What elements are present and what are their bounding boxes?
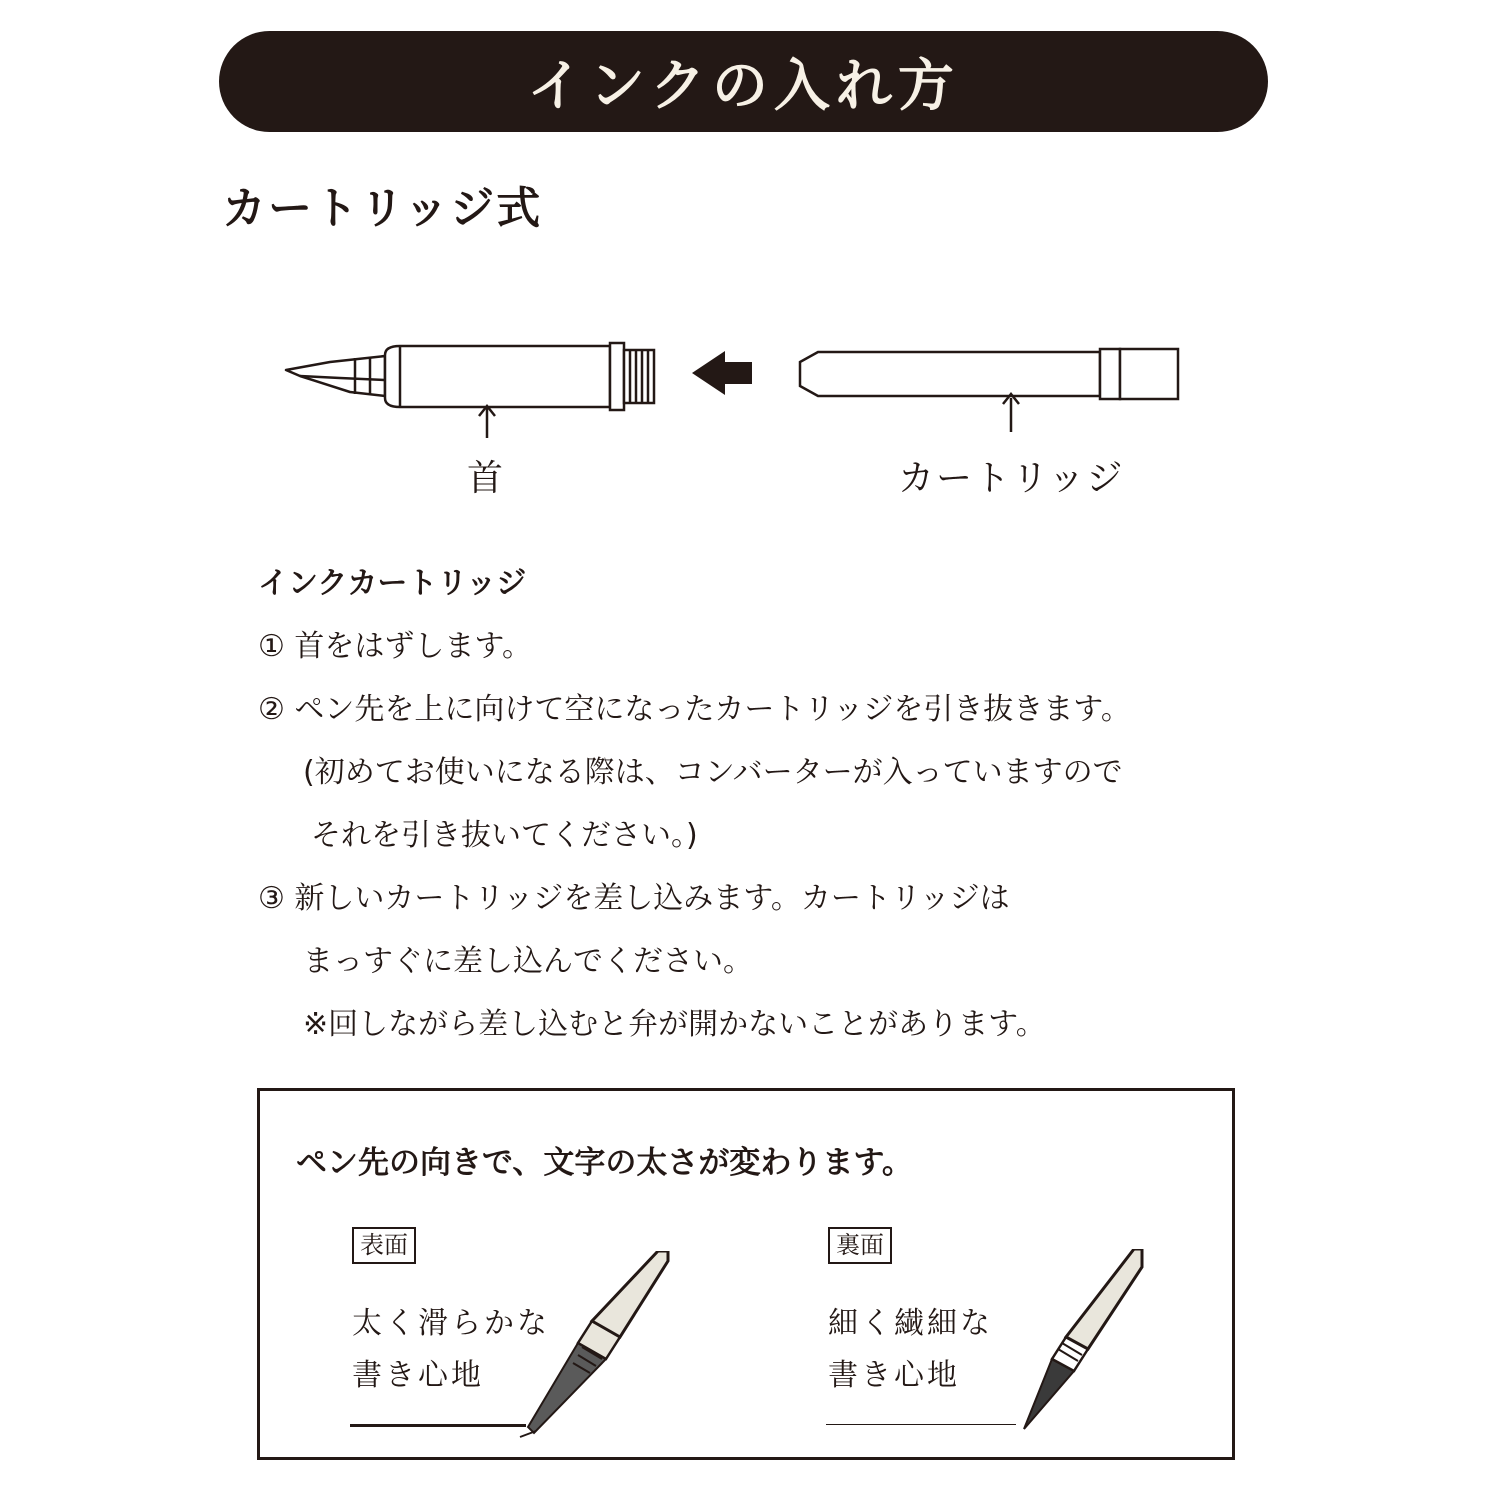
- cartridge: [800, 349, 1178, 399]
- step-2-note-line1: (初めてお使いになる際は、コンバーターが入っていますので: [303, 755, 1123, 790]
- neck-section: [385, 343, 654, 410]
- back-side-tag: 裏面: [828, 1227, 892, 1264]
- thin-stroke-sample: [826, 1424, 1016, 1425]
- banner-title: インクの入れ方: [527, 52, 960, 119]
- instructions: [258, 552, 1131, 1056]
- instructions-heading: インクカートリッジ: [258, 566, 527, 601]
- step-3-line2: まっすぐに差し込んでください。: [303, 944, 753, 979]
- step-1: ① 首をはずします。: [258, 629, 533, 664]
- thick-stroke-sample: [350, 1424, 526, 1427]
- step-2: ② ペン先を上に向けて空になったカートリッジを引き抜きます。: [258, 692, 1131, 727]
- front-side-tag: 表面: [352, 1227, 416, 1264]
- neck-label: 首: [467, 458, 504, 499]
- step-3-warning: ※回しながら差し込むと弁が開かないことがあります。: [303, 1007, 1046, 1042]
- neck-pointer-arrow: [479, 406, 495, 438]
- front-pen-icon: [518, 1251, 678, 1441]
- step-3: ③ 新しいカートリッジを差し込みます。カートリッジは: [258, 881, 1010, 916]
- back-desc-line2: 書き心地: [828, 1358, 960, 1393]
- step-2-note-line2: それを引き抜いてください。): [311, 818, 698, 853]
- nib-orientation-box: [257, 1088, 1235, 1460]
- insert-direction-arrow: [692, 351, 752, 395]
- nib-icon: [286, 356, 385, 396]
- cartridge-label: カートリッジ: [898, 458, 1125, 499]
- back-desc-line1: 細く繊細な: [828, 1306, 993, 1341]
- back-side-description: [828, 1298, 993, 1402]
- nib-box-title: ペン先の向きで、文字の太さが変わります。: [296, 1145, 913, 1181]
- front-desc-line2: 書き心地: [352, 1358, 484, 1393]
- back-pen-icon: [1012, 1249, 1152, 1439]
- front-desc-line1: 太く滑らかな: [352, 1306, 550, 1341]
- cartridge-pointer-arrow: [1003, 394, 1019, 432]
- section-title: カートリッジ式: [222, 183, 543, 234]
